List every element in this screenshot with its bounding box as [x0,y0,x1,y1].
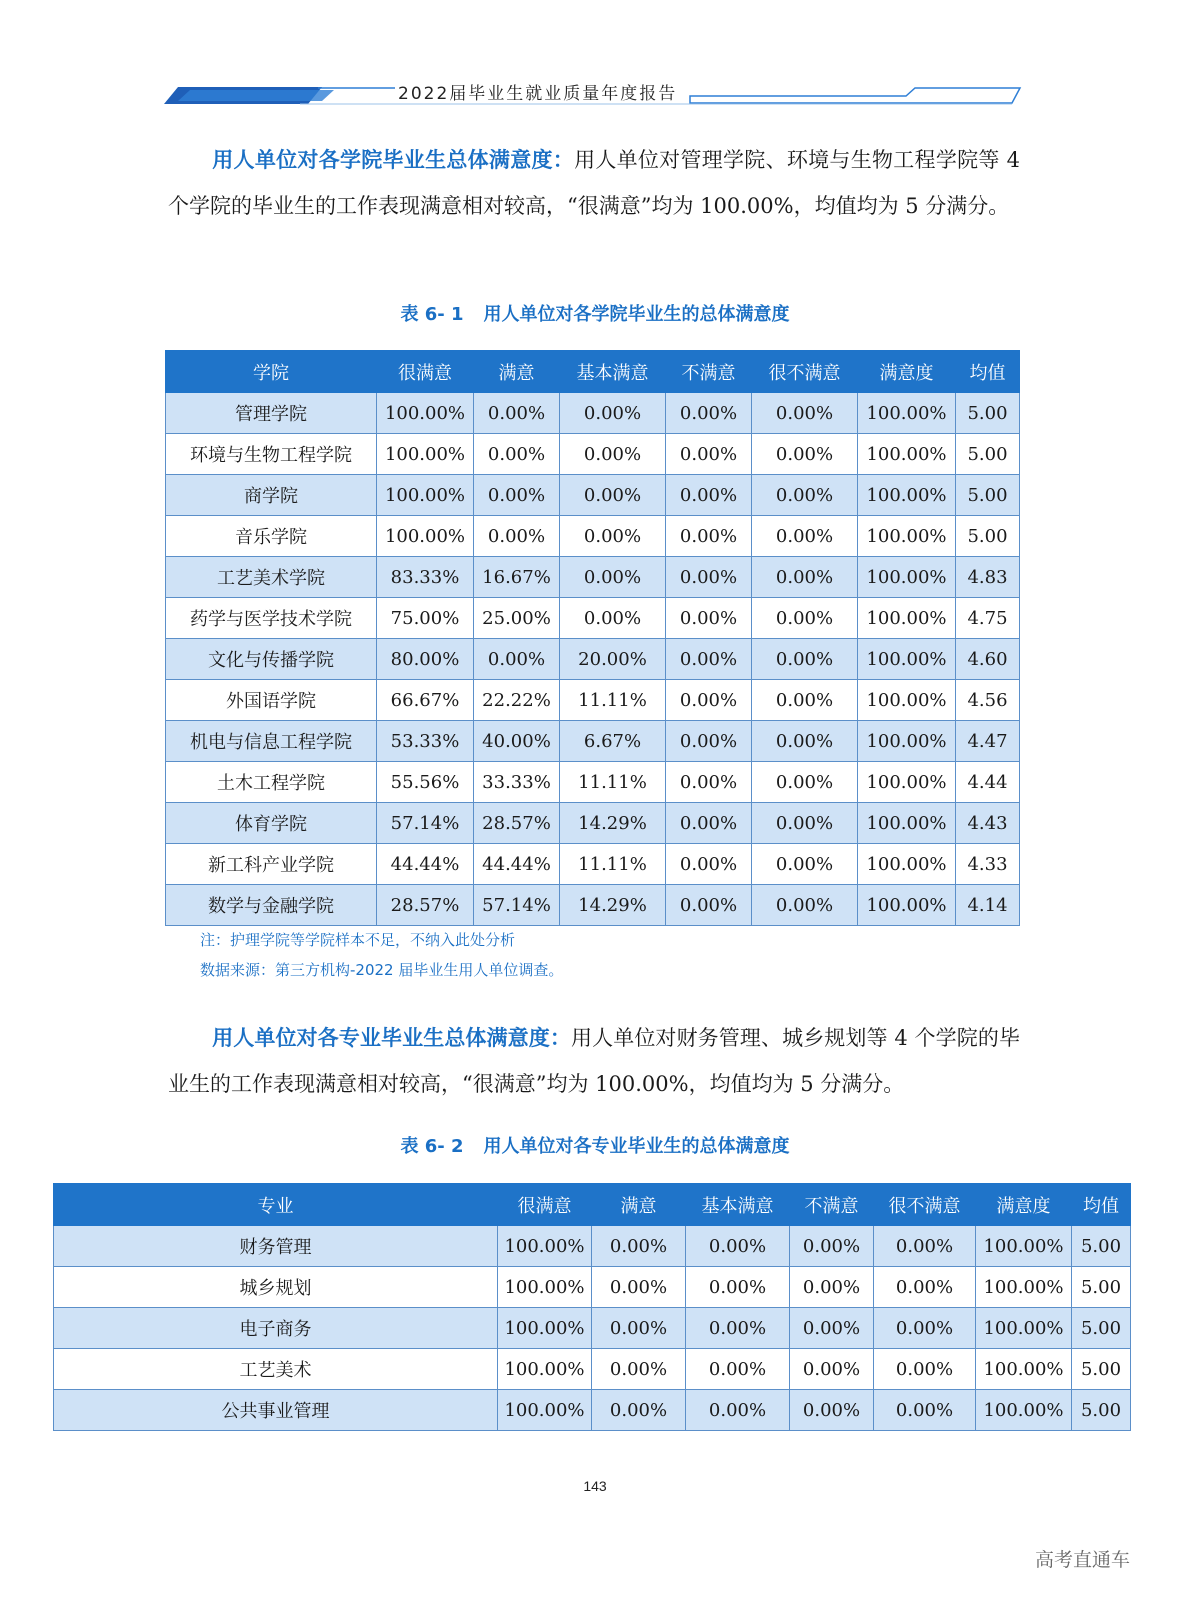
column-header: 很不满意 [752,351,858,393]
value-cell: 44.44% [474,844,560,885]
table-row [166,844,1020,885]
column-header: 满意 [592,1184,686,1226]
value-cell: 0.00% [560,516,666,557]
section1-paragraph [168,137,1020,229]
value-cell: 14.29% [560,803,666,844]
value-cell: 0.00% [752,680,858,721]
value-cell: 4.75 [956,598,1020,639]
section2-lead: 用人单位对各专业毕业生总体满意度： [212,1026,571,1050]
section2-paragraph [168,1015,1020,1107]
value-cell: 100.00% [858,557,956,598]
value-cell: 100.00% [858,516,956,557]
value-cell: 100.00% [498,1390,592,1431]
value-cell: 20.00% [560,639,666,680]
value-cell: 0.00% [560,434,666,475]
value-cell: 0.00% [666,639,752,680]
table-row [166,721,1020,762]
value-cell: 0.00% [474,475,560,516]
value-cell: 0.00% [752,885,858,926]
value-cell: 100.00% [377,434,474,475]
column-header: 很不满意 [874,1184,976,1226]
value-cell: 0.00% [560,475,666,516]
table-header-row [54,1184,1131,1226]
column-header: 基本满意 [686,1184,790,1226]
column-header: 满意 [474,351,560,393]
column-header: 满意度 [858,351,956,393]
value-cell: 0.00% [874,1226,976,1267]
column-header: 不满意 [790,1184,874,1226]
table-row [166,762,1020,803]
value-cell: 0.00% [752,639,858,680]
value-cell: 4.44 [956,762,1020,803]
value-cell: 0.00% [666,475,752,516]
value-cell: 100.00% [858,762,956,803]
value-cell: 0.00% [666,516,752,557]
value-cell: 5.00 [956,516,1020,557]
value-cell: 0.00% [686,1267,790,1308]
value-cell: 33.33% [474,762,560,803]
value-cell: 100.00% [858,721,956,762]
value-cell: 0.00% [560,393,666,434]
value-cell: 4.60 [956,639,1020,680]
value-cell: 0.00% [790,1308,874,1349]
value-cell: 0.00% [474,434,560,475]
table-row [166,434,1020,475]
value-cell: 0.00% [752,393,858,434]
row-label-cell: 文化与传播学院 [166,639,377,680]
value-cell: 11.11% [560,762,666,803]
value-cell: 66.67% [377,680,474,721]
row-label-cell: 机电与信息工程学院 [166,721,377,762]
table2-caption [0,1132,1190,1158]
value-cell: 100.00% [976,1267,1072,1308]
table1-caption-number: 表 6- 1 [400,304,464,325]
value-cell: 0.00% [666,762,752,803]
value-cell: 100.00% [498,1226,592,1267]
value-cell: 0.00% [752,598,858,639]
column-header: 很满意 [498,1184,592,1226]
college-satisfaction-table [165,350,1020,926]
value-cell: 100.00% [377,475,474,516]
value-cell: 0.00% [666,680,752,721]
value-cell: 100.00% [976,1226,1072,1267]
value-cell: 100.00% [858,844,956,885]
value-cell: 100.00% [976,1349,1072,1390]
value-cell: 100.00% [498,1267,592,1308]
value-cell: 44.44% [377,844,474,885]
value-cell: 0.00% [686,1390,790,1431]
value-cell: 0.00% [666,393,752,434]
value-cell: 0.00% [874,1308,976,1349]
value-cell: 4.56 [956,680,1020,721]
value-cell: 100.00% [858,803,956,844]
value-cell: 0.00% [752,762,858,803]
row-label-cell: 音乐学院 [166,516,377,557]
table-row [166,557,1020,598]
row-label-cell: 数学与金融学院 [166,885,377,926]
table2-caption-number: 表 6- 2 [400,1136,464,1157]
value-cell: 5.00 [1072,1308,1131,1349]
value-cell: 0.00% [474,516,560,557]
value-cell: 0.00% [592,1226,686,1267]
value-cell: 0.00% [686,1349,790,1390]
table-row [166,885,1020,926]
value-cell: 0.00% [752,475,858,516]
value-cell: 5.00 [1072,1267,1131,1308]
value-cell: 0.00% [752,803,858,844]
column-header: 很满意 [377,351,474,393]
value-cell: 0.00% [666,885,752,926]
value-cell: 0.00% [790,1226,874,1267]
table-header-row [166,351,1020,393]
row-label-cell: 管理学院 [166,393,377,434]
value-cell: 100.00% [498,1349,592,1390]
table-row [54,1390,1131,1431]
value-cell: 0.00% [560,557,666,598]
value-cell: 0.00% [666,844,752,885]
page-header [0,70,1190,120]
table-row [166,516,1020,557]
value-cell: 100.00% [976,1390,1072,1431]
value-cell: 0.00% [666,721,752,762]
value-cell: 4.43 [956,803,1020,844]
value-cell: 0.00% [666,803,752,844]
value-cell: 22.22% [474,680,560,721]
value-cell: 100.00% [976,1308,1072,1349]
row-label-cell: 商学院 [166,475,377,516]
row-label-cell: 公共事业管理 [54,1390,498,1431]
value-cell: 0.00% [790,1349,874,1390]
value-cell: 5.00 [1072,1226,1131,1267]
value-cell: 0.00% [790,1390,874,1431]
table-row [54,1349,1131,1390]
table1-note: 注：护理学院等学院样本不足，不纳入此处分析 [200,931,516,949]
value-cell: 5.00 [956,393,1020,434]
value-cell: 5.00 [956,475,1020,516]
table-row [54,1267,1131,1308]
value-cell: 4.47 [956,721,1020,762]
table-row [54,1226,1131,1267]
value-cell: 100.00% [858,475,956,516]
value-cell: 5.00 [956,434,1020,475]
value-cell: 16.67% [474,557,560,598]
value-cell: 100.00% [377,516,474,557]
section1-lead: 用人单位对各学院毕业生总体满意度： [212,148,575,172]
value-cell: 100.00% [858,885,956,926]
value-cell: 0.00% [752,516,858,557]
table-row [166,639,1020,680]
column-header: 基本满意 [560,351,666,393]
value-cell: 25.00% [474,598,560,639]
column-header: 学院 [166,351,377,393]
page-number: 143 [583,1478,607,1494]
header-title: 2022届毕业生就业质量年度报告 [398,84,678,104]
row-label-cell: 土木工程学院 [166,762,377,803]
value-cell: 0.00% [752,557,858,598]
value-cell: 0.00% [666,557,752,598]
table1-caption-title: 用人单位对各学院毕业生的总体满意度 [483,304,790,325]
table-row [166,475,1020,516]
table1-source: 数据来源：第三方机构-2022 届毕业生用人单位调查。 [200,961,564,979]
value-cell: 0.00% [592,1308,686,1349]
table1-caption [0,300,1190,326]
value-cell: 0.00% [666,434,752,475]
value-cell: 0.00% [874,1390,976,1431]
table-row [166,598,1020,639]
value-cell: 28.57% [377,885,474,926]
value-cell: 0.00% [874,1349,976,1390]
value-cell: 11.11% [560,680,666,721]
table2-caption-title: 用人单位对各专业毕业生的总体满意度 [483,1136,790,1157]
value-cell: 75.00% [377,598,474,639]
value-cell: 14.29% [560,885,666,926]
row-label-cell: 环境与生物工程学院 [166,434,377,475]
value-cell: 100.00% [498,1308,592,1349]
value-cell: 57.14% [474,885,560,926]
value-cell: 0.00% [560,598,666,639]
row-label-cell: 体育学院 [166,803,377,844]
value-cell: 0.00% [592,1349,686,1390]
value-cell: 0.00% [592,1267,686,1308]
section1-text: 用人单位对管理学院、环境与生物工程学院等 4 个学院的毕业生的工作表现满意相对较高，“很满意”均为 100.00%，均值均为 5 分满分。 [168,148,1020,218]
value-cell: 4.14 [956,885,1020,926]
value-cell: 0.00% [474,393,560,434]
row-label-cell: 药学与医学技术学院 [166,598,377,639]
value-cell: 0.00% [686,1226,790,1267]
value-cell: 0.00% [752,844,858,885]
value-cell: 100.00% [858,434,956,475]
value-cell: 100.00% [858,639,956,680]
value-cell: 40.00% [474,721,560,762]
value-cell: 0.00% [790,1267,874,1308]
row-label-cell: 新工科产业学院 [166,844,377,885]
value-cell: 0.00% [686,1308,790,1349]
value-cell: 0.00% [474,639,560,680]
column-header: 均值 [956,351,1020,393]
value-cell: 4.33 [956,844,1020,885]
value-cell: 4.83 [956,557,1020,598]
row-label-cell: 工艺美术学院 [166,557,377,598]
value-cell: 0.00% [874,1267,976,1308]
value-cell: 0.00% [592,1390,686,1431]
value-cell: 5.00 [1072,1390,1131,1431]
column-header: 不满意 [666,351,752,393]
row-label-cell: 电子商务 [54,1308,498,1349]
value-cell: 55.56% [377,762,474,803]
value-cell: 0.00% [666,598,752,639]
value-cell: 6.67% [560,721,666,762]
value-cell: 5.00 [1072,1349,1131,1390]
column-header: 满意度 [976,1184,1072,1226]
value-cell: 0.00% [752,434,858,475]
watermark: 高考直通车 [1034,1549,1130,1571]
value-cell: 100.00% [377,393,474,434]
row-label-cell: 外国语学院 [166,680,377,721]
value-cell: 53.33% [377,721,474,762]
section2-text: 用人单位对财务管理、城乡规划等 4 个学院的毕业生的工作表现满意相对较高，“很满意”均为 100.00%，均值均为 5 分满分。 [168,1026,1020,1096]
value-cell: 28.57% [474,803,560,844]
row-label-cell: 工艺美术 [54,1349,498,1390]
row-label-cell: 财务管理 [54,1226,498,1267]
column-header: 均值 [1072,1184,1131,1226]
row-label-cell: 城乡规划 [54,1267,498,1308]
value-cell: 83.33% [377,557,474,598]
value-cell: 57.14% [377,803,474,844]
major-satisfaction-table [53,1183,1131,1431]
value-cell: 0.00% [752,721,858,762]
value-cell: 100.00% [858,393,956,434]
table-row [166,393,1020,434]
column-header: 专业 [54,1184,498,1226]
table-row [54,1308,1131,1349]
value-cell: 80.00% [377,639,474,680]
table-row [166,680,1020,721]
value-cell: 11.11% [560,844,666,885]
table-row [166,803,1020,844]
value-cell: 100.00% [858,598,956,639]
value-cell: 100.00% [858,680,956,721]
